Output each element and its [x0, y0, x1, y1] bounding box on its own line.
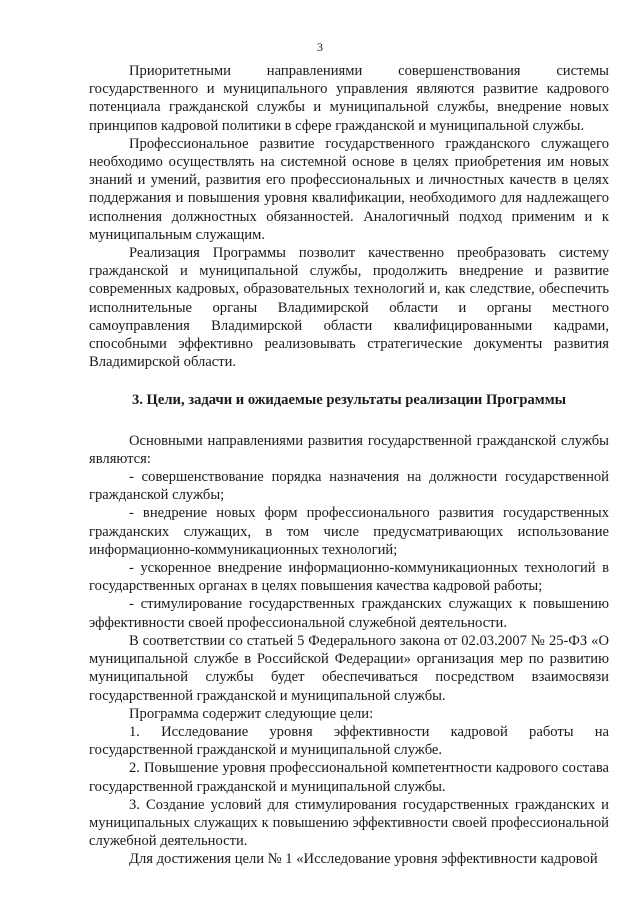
paragraph-directions-intro: Основными направлениями развития государственной гражданской службы являются:: [89, 432, 609, 467]
paragraph-goals-intro: Программа содержит следующие цели:: [129, 705, 374, 722]
list-item-direction: - ускоренное внедрение информационно-коммуникационных технологий в государственных органах в целях повышения качества кадровой работы;: [89, 560, 609, 595]
document-body: [89, 62, 609, 869]
list-item-direction: - стимулирование государственных гражданских служащих к повышению эффективности своей профессиональной служебной деятельности.: [89, 596, 609, 631]
paragraph-law-reference: В соответствии со статьей 5 Федерального закона от 02.03.2007 № 25-ФЗ «О муниципальной службе в Российской Федерации» организация мер по развитию муниципальной службы будет обеспечиваться посредством взаимосвязи государственной гражданской и муниципальной службы.: [89, 632, 609, 704]
paragraph-professional-development: Профессиональное развитие государственного гражданского служащего необходимо осуществлять на системной основе в целях приобретения им новых знаний и умений, развития его профессиональных и личностных качеств в целях поддержания и повышения уровня квалификации, необходимого для надлежащего исполнения должностных обязанностей. Аналогичный подход применим и к муниципальным служащим.: [89, 135, 609, 243]
list-item-goal: 3. Создание условий для стимулирования государственных гражданских и муниципальных служащих к повышению эффективности своей профессиональной служебной деятельности.: [89, 796, 609, 850]
list-item-goal: 2. Повышение уровня профессиональной компетентности кадрового состава государственной гражданской и муниципальной службы.: [89, 760, 609, 795]
list-item-direction: - внедрение новых форм профессионального развития государственных гражданских служащих, в том числе предусматривающих использование информационно-коммуникационных технологий;: [89, 505, 609, 558]
section-heading: 3. Цели, задачи и ожидаемые результаты реализации Программы: [131, 392, 567, 409]
page-number: 3: [317, 40, 323, 54]
paragraph-program-implementation: Реализация Программы позволит качественно преобразовать систему гражданской и муниципальной службы, продолжить внедрение и развитие современных кадровых, образовательных технологий и, как следствие, обеспечить исполнительные органы Владимирской области и органы местного самоуправления Владимирской области квалифицированными кадрами, способными эффективно реализовывать стратегические документы развития Владимирской области.: [89, 245, 609, 371]
list-item-direction: - совершенствование порядка назначения на должности государственной гражданской службы;: [89, 469, 609, 504]
paragraph-priorities: Приоритетными направлениями совершенствования системы государственного и муниципального управления являются развитие кадрового потенциала гражданской службы и муниципальной службы, внедрение новых принципов кадровой политики в сфере гражданской и муниципальной службы.: [89, 63, 609, 134]
paragraph-goal-1-continuation: Для достижения цели № 1 «Исследование уровня эффективности кадровой: [129, 851, 598, 868]
list-item-goal: 1. Исследование уровня эффективности кадровой работы на государственной гражданской и муниципальной службе.: [89, 723, 609, 759]
